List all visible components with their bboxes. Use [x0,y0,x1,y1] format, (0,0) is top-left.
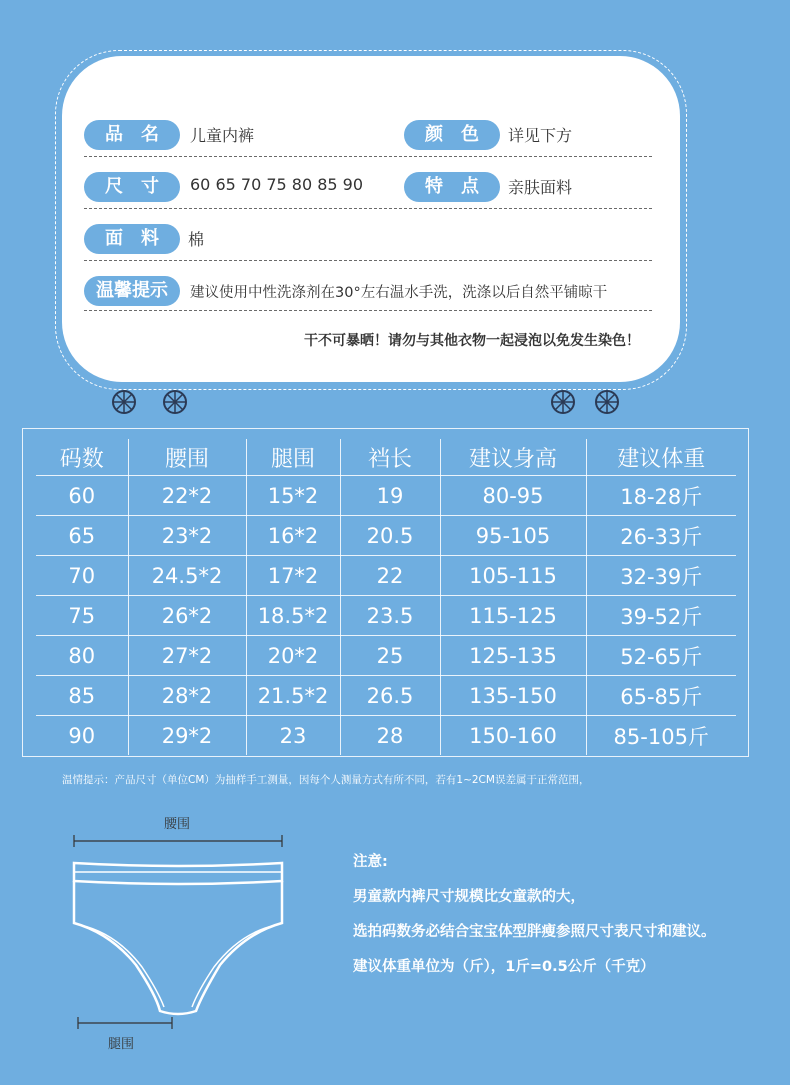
table-cell: 115-125 [440,596,586,636]
header-cell: 码数 [36,439,128,476]
table-cell: 60 [36,476,128,516]
wheel-icon [594,389,620,415]
table-cell: 28 [340,716,440,756]
table-cell: 65 [36,516,128,556]
table-cell: 75 [36,596,128,636]
table-cell: 95-105 [440,516,586,556]
table-cell: 90 [36,716,128,756]
table-cell: 80 [36,636,128,676]
table-cell: 18.5*2 [246,596,340,636]
size-label: 尺 寸 [84,172,180,202]
table-cell: 23.5 [340,596,440,636]
table-cell: 105-115 [440,556,586,596]
size-table-frame [22,428,749,757]
info-card [62,56,680,382]
table-cell: 16*2 [246,516,340,556]
leg-label: 腿围 [108,1037,135,1052]
table-cell: 15*2 [246,476,340,516]
wheel-icon [162,389,188,415]
tips-line1: 建议使用中性洗涤剂在30°左右温水手洗，洗涤以后自然平铺晾干 [190,285,608,301]
table-row [36,716,736,756]
measure-tip: 温情提示：产品尺寸（单位CM）为抽样手工测量，因每个人测量方式有所不同，若有1~2CM误差属于正常范围， [62,774,590,786]
fabric-value: 棉 [188,230,205,249]
header-cell: 建议体重 [586,439,736,476]
header-cell: 建议身高 [440,439,586,476]
table-cell: 125-135 [440,636,586,676]
size-table [36,439,736,755]
table-cell: 26.5 [340,676,440,716]
table-cell: 20.5 [340,516,440,556]
wheel-icon [550,389,576,415]
table-row [36,676,736,716]
table-cell: 17*2 [246,556,340,596]
color-label: 颜 色 [404,120,500,150]
notes-title: 注意: [353,854,388,870]
table-row [36,476,736,516]
table-cell: 28*2 [128,676,246,716]
fabric-label: 面 料 [84,224,180,254]
table-cell: 18-28斤 [586,476,736,516]
name-label: 品 名 [84,120,180,150]
feature-value: 亲肤面料 [508,178,573,197]
header-cell: 腿围 [246,439,340,476]
row-name-color [84,120,652,157]
table-header-row [36,439,736,476]
notes-line3: 建议体重单位为（斤），1斤=0.5公斤（千克） [353,959,655,975]
table-cell: 24.5*2 [128,556,246,596]
table-cell: 32-39斤 [586,556,736,596]
table-row [36,556,736,596]
color-value: 详见下方 [508,126,573,145]
table-cell: 150-160 [440,716,586,756]
underwear-diagram [60,805,320,1055]
table-cell: 85-105斤 [586,716,736,756]
table-cell: 85 [36,676,128,716]
header-cell: 腰围 [128,439,246,476]
table-cell: 23 [246,716,340,756]
table-cell: 20*2 [246,636,340,676]
table-cell: 70 [36,556,128,596]
tips-line2: 干不可暴晒！请勿与其他衣物一起浸泡以免发生染色！ [304,333,640,349]
table-cell: 22 [340,556,440,596]
row-size-feature [84,172,652,209]
row-fabric [84,224,652,261]
underwear-icon [60,805,320,1035]
table-cell: 23*2 [128,516,246,556]
table-cell: 19 [340,476,440,516]
table-cell: 27*2 [128,636,246,676]
wheel-icon [111,389,137,415]
table-cell: 29*2 [128,716,246,756]
notes-line1: 男童款内裤尺寸规模比女童款的大， [353,889,585,905]
table-cell: 22*2 [128,476,246,516]
feature-label: 特 点 [404,172,500,202]
tips-label: 温馨提示 [84,276,180,306]
table-cell: 135-150 [440,676,586,716]
table-cell: 26-33斤 [586,516,736,556]
table-cell: 21.5*2 [246,676,340,716]
row-tips [84,276,652,311]
table-row [36,596,736,636]
table-row [36,516,736,556]
table-row [36,636,736,676]
header-cell: 裆长 [340,439,440,476]
table-cell: 39-52斤 [586,596,736,636]
name-value: 儿童内裤 [190,126,255,145]
table-cell: 26*2 [128,596,246,636]
table-cell: 25 [340,636,440,676]
waist-label: 腰围 [164,817,191,832]
notes [353,850,716,990]
size-value: 60 65 70 75 80 85 90 [190,175,364,194]
notes-line2: 选拍码数务必结合宝宝体型胖瘦参照尺寸表尺寸和建议。 [353,924,716,940]
table-cell: 65-85斤 [586,676,736,716]
table-cell: 52-65斤 [586,636,736,676]
table-cell: 80-95 [440,476,586,516]
